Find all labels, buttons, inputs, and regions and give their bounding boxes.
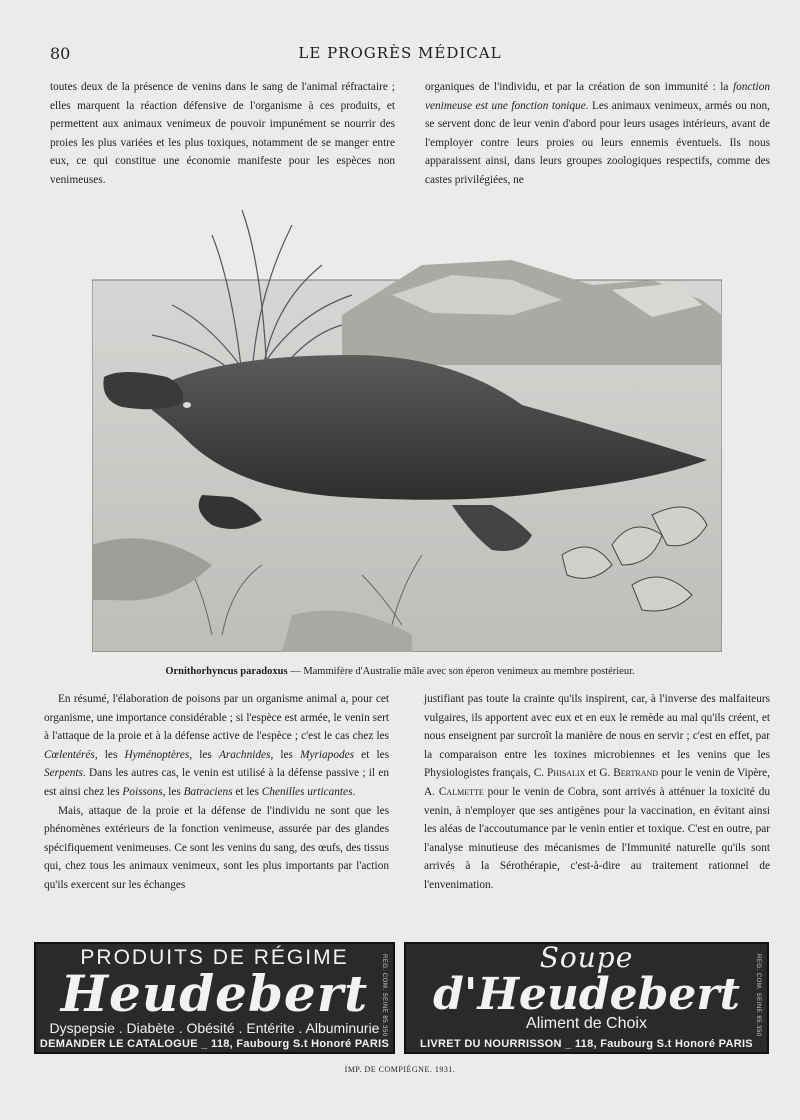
ad-products: Dyspepsie . Diabète . Obésité . Entérite . Albuminurie	[49, 1020, 380, 1036]
ad-tagline: Aliment de Choix	[526, 1015, 647, 1032]
paragraph: En résumé, l'élaboration de poisons par un organisme animal a, pour cet organisme, une importance considérable ; si l'espèce est armée, le venin sert à l'attaque de la proie et à la défense active de l'espèce ; c'est le cas chez les Cœlentérés, les Hyménoptères, les Arachnides, les Myriapodes et les Serpents. Dans les autres cas, le venin est utilisé à la défense passive ; il en est ainsi chez les Poissons, les Batraciens et les Chenilles urticantes.	[44, 693, 390, 798]
caption-text: — Mammifère d'Australie mâle avec son éperon venimeux au membre postérieur.	[287, 666, 635, 677]
ad-headline: Soupe	[539, 941, 634, 974]
paragraph: organiques de l'individu, et par la création de son immunité : la fonction venimeuse est une fonction tonique. Les animaux venimeux, armés ou non, se servent donc de leur venin d'abord pour leurs usages intérieurs, avant de l'employer contre leurs proies ou leurs ennemis éventuels. Ils nous apparaissent ainsi, dans leurs groupes zoologiques respectifs, comme des castes privilégiées, ne	[425, 81, 770, 186]
ad-registration: REG. COM. SEINE 85.350	[381, 954, 387, 1037]
ad-registration: REG. COM. SEINE 85.350	[755, 954, 761, 1037]
top-left-column	[50, 78, 395, 190]
advertisement-soupe-heudebert	[404, 942, 769, 1054]
page-number: 80	[50, 44, 71, 63]
paragraph: toutes deux de la présence de venins dans le sang de l'animal réfractaire ; elles marquent la réaction défensive de l'organisme à ces produits, et permettent aux animaux venimeux de pouvoir impunément se nourrir des proies les plus variées et les plus toxiques, notamment de se manger entre eux, ce qui constitue une économie manifeste pour les espèces non venimeuses.	[50, 81, 395, 186]
printer-imprint: IMP. DE COMPIÈGNE. 1931.	[344, 1065, 456, 1074]
ad-brand: d'Heudebert	[433, 969, 740, 1020]
ad-headline: PRODUITS DE RÉGIME	[80, 946, 349, 969]
figure-caption	[0, 666, 800, 677]
bottom-right-column	[424, 690, 770, 895]
bottom-left-column	[44, 690, 389, 895]
paragraph: justifiant pas toute la crainte qu'ils inspirent, car, à l'inverse des malfaiteurs vulgaires, ils apportent avec eux et en eux le remède au mal qu'ils créent, et nous enseignent par surcroît la manière de nous en servir ; c'est en effet, par la comparaison entre les toxines microbiennes et les venins que les Physiologistes français, C. Phisalix et G. Bertrand pour le venin de Vipère, A. Calmette pour le venin de Cobra, sont arrivés à atténuer la toxicité du venin, à n'employer que ses antigènes pour la vaccination, en évitant ainsi les aléas de l'accoutumance par le venin entier et toxique. C'est en outre, par l'analyse minutieuse des mécanismes de l'Immunité naturelle qu'ils sont arrivés à la Sérothérapie, c'est-à-dire au traitement rationnel de l'envenimation.	[424, 693, 770, 891]
caption-species: Ornithorhyncus paradoxus	[165, 666, 288, 677]
paragraph: Mais, attaque de la proie et la défense de l'individu ne sont que les phénomènes extérieurs de la fonction venimeuse, assurée par des glandes spécifiquement venimeuses. Ce sont les venins du sang, des œufs, des tissus qui, chez tous les animaux venimeux, sont les plus importants par l'action qu'ils exercent sur les échanges	[44, 804, 389, 891]
ad-brand: Heudebert	[60, 964, 369, 1023]
platypus-illustration	[92, 205, 722, 652]
emphasis: fonction venimeuse est une fonction tonique.	[425, 81, 770, 112]
running-title: LE PROGRÈS MÉDICAL	[298, 44, 502, 62]
ad-address: LIVRET DU NOURRISSON _ 118, Faubourg S.t Honoré PARIS	[420, 1038, 753, 1050]
advertisement-heudebert-regime	[34, 942, 395, 1054]
ad-address: DEMANDER LE CATALOGUE _ 118, Faubourg S.t Honoré PARIS	[39, 1038, 390, 1050]
top-right-column	[425, 78, 770, 190]
